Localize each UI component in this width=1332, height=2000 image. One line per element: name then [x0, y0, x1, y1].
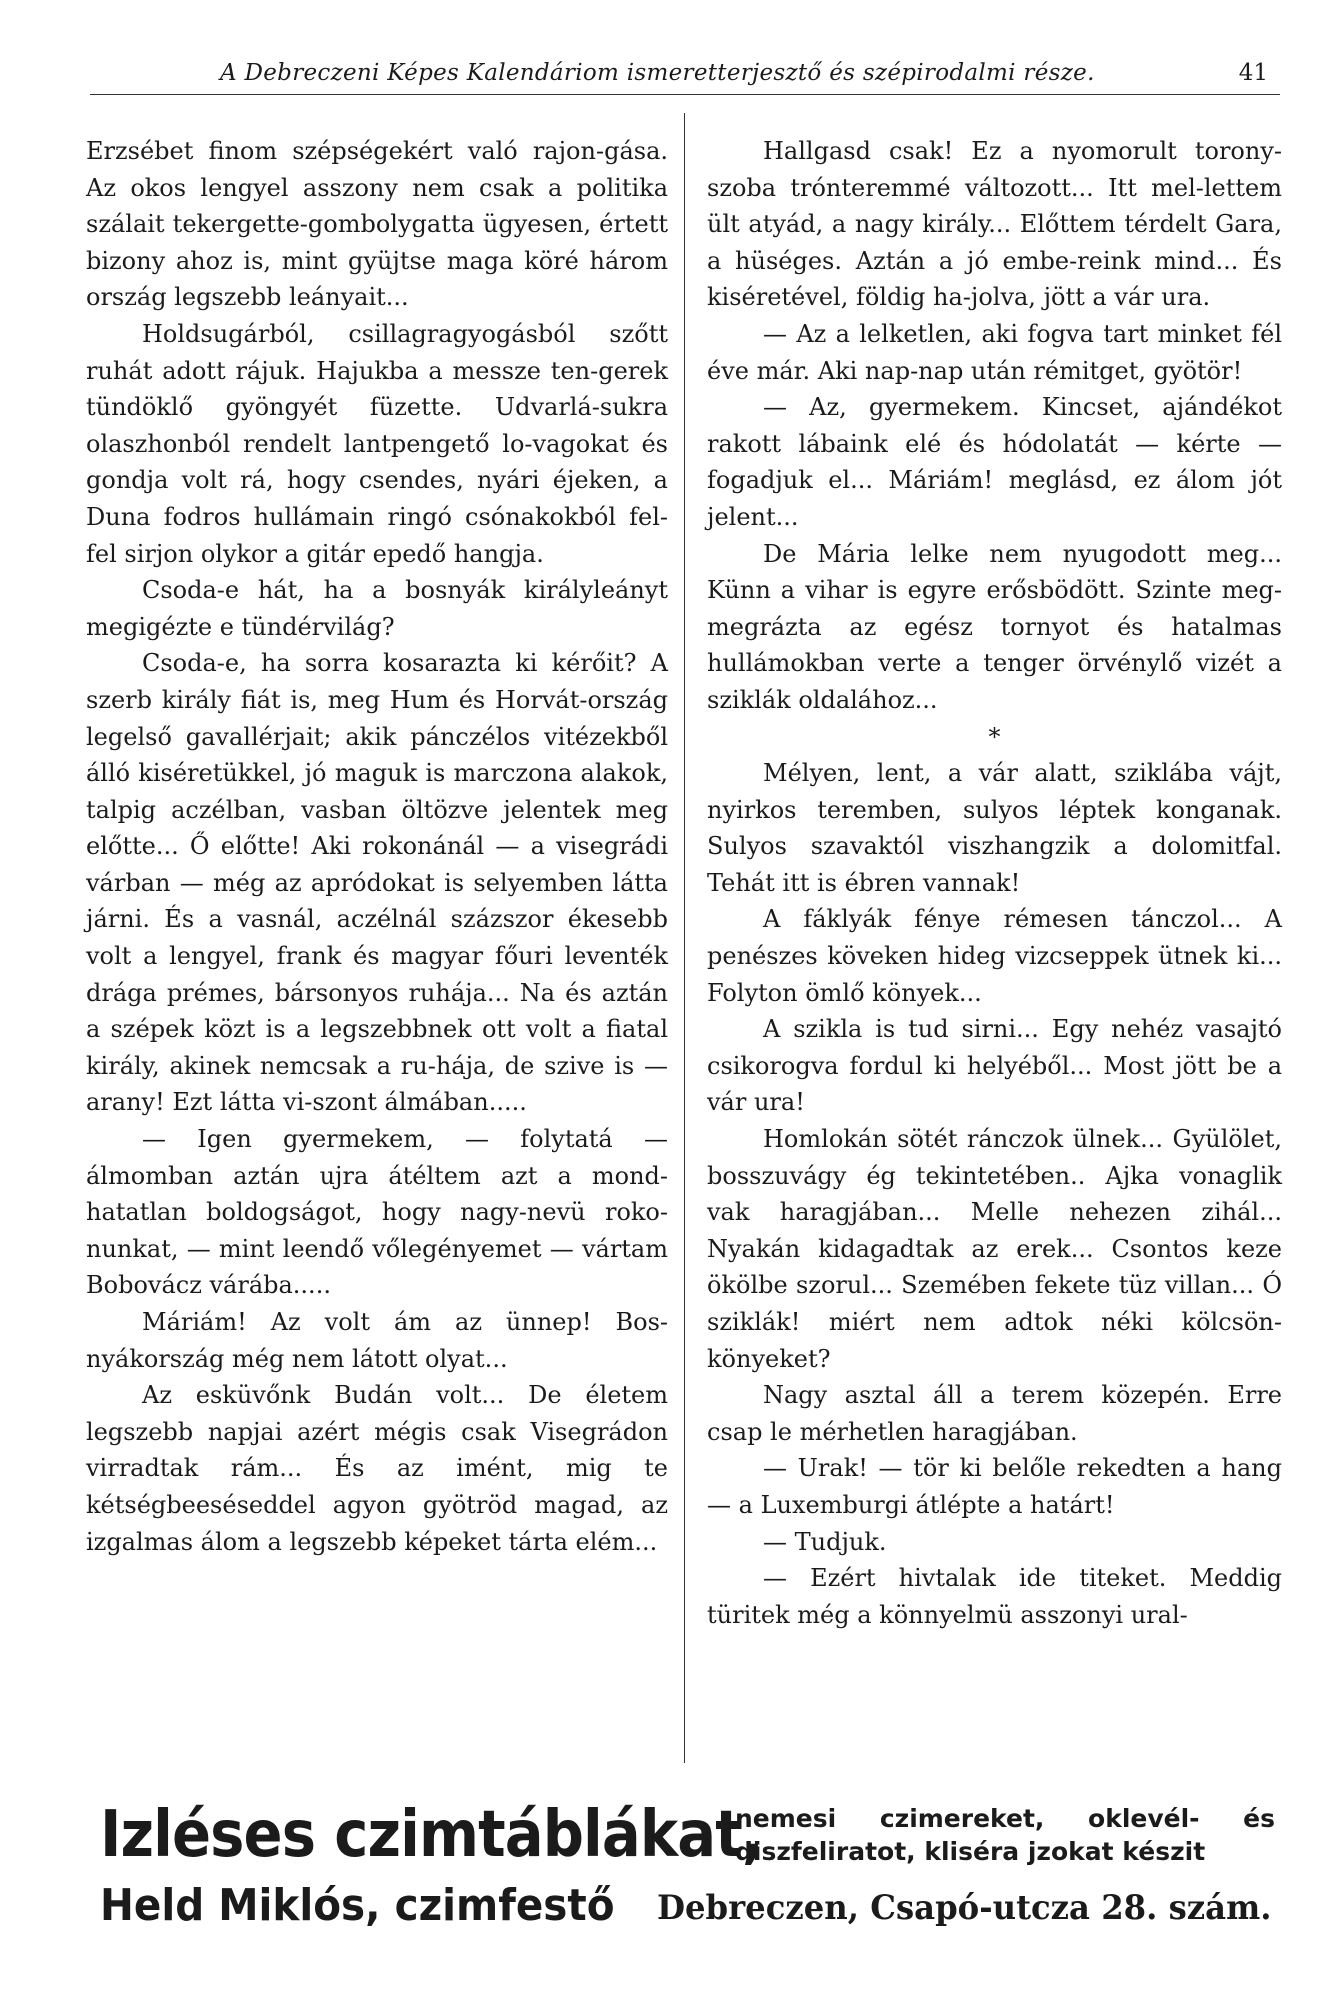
paragraph: Nagy asztal áll a terem közepén. Erre csap le mérhetlen haragjában.: [707, 1381, 1282, 1446]
ad-address: Debreczen, Csapó-utcza 28. szám.: [657, 1888, 1272, 1928]
paragraph: — Az, gyermekem. Kincset, ajándékot rakott lábaink elé és hódolatát — kérte — fogadjuk el... Máriám! meglásd, ez álom jót jelent...: [707, 393, 1282, 531]
paragraph: Csoda-e, ha sorra kosarazta ki kérőit? A szerb király fiát is, meg Hum és Horvát-ország legelső gavallérjait; akik pánczélos vitézekből álló kiséretükkel, jó maguk is marczona alakok, talpig aczélban, vasban öltözve jelentek meg előtte... Ő előtte! Aki rokonánál — a visegrádi várban — még az apródokat is selyemben látta járni. És a vasnál, aczélnál százszor ékesebb volt a lengyel, frank és magyar főuri leventék drága prémes, bársonyos ruhája... Na és aztán a szépek közt is a legszebbnek ott volt a fiatal király, akinek nemcsak a ru-hája, de szive is — arany! Ezt látta vi-szont álmában.....: [86, 649, 668, 1117]
paragraph: Az esküvőnk Budán volt... De életem legszebb napjai azért mégis csak Visegrádon virradtak rám... És az imént, mig te kétségbeeséseddel agyon gyötröd magad, az izgalmas álom a legszebb képeket tárta elém...: [86, 1381, 668, 1556]
left-column: [86, 133, 668, 1560]
paragraph: Homlokán sötét ránczok ülnek... Gyülölet, bosszuvágy ég tekintetében.. Ajka vonaglik vak haragjában... Melle nehezen zihál... Nyakán kidagadtak az erek... Csontos keze ökölbe szorul... Szemében fekete tüz villan... Ó sziklák! miért nem adtok néki kölcsön-könyeket?: [707, 1125, 1282, 1373]
page-number: 41: [1238, 60, 1268, 86]
paragraph: A fáklyák fénye rémesen tánczol... A penészes köveken hideg vizcseppek ütnek ki... Folyton ömlő könyek...: [707, 905, 1282, 1007]
paragraph: *: [988, 722, 1001, 751]
right-column: [707, 133, 1282, 1633]
paragraph: — Igen gyermekem, — folytatá — álmomban aztán ujra átéltem azt a mond-hatatlan boldogságot, hogy nagy-nevü roko-nunkat, — mint leendő vőlegényemet — vártam Bobovácz várába.....: [86, 1125, 668, 1300]
header-title: A Debreczeni Képes Kalendáriom ismeretterjesztő és szépirodalmi része.: [220, 60, 1095, 86]
paragraph: Holdsugárból, csillagragyogásból szőtt ruhát adott rájuk. Hajukba a messze ten-gerek tündöklő gyöngyét füzette. Udvarlá-sukra olaszhonból rendelt lantpengető lo-vagokat és gondja volt rá, hogy csendes, nyári éjeken, a Duna fodros hullámain ringó csónakokból fel-fel sirjon olykor a gitár epedő hangja.: [86, 319, 668, 568]
running-header: [90, 60, 1280, 95]
ad-name: Held Miklós, czimfestő: [100, 1880, 615, 1931]
paragraph: De Mária lelke nem nyugodott meg... Künn a vihar is egyre erősbödött. Szinte meg-megrázta az egész tornyot és hatalmas hullámokban verte a tenger örvénylő vizét a sziklák oldalához...: [707, 539, 1282, 714]
column-divider: [684, 113, 685, 1763]
ad-services: nemesi czimereket, oklevél- és diszfeliratot, kliséra jzokat készit: [735, 1804, 1275, 1866]
paragraph: — Az a lelketlen, aki fogva tart minket fél éve már. Aki nap-nap után rémitget, gyötör!: [707, 319, 1282, 385]
paragraph: Máriám! Az volt ám az ünnep! Bos-nyákország még nem látott olyat...: [86, 1308, 668, 1373]
paragraph: Mélyen, lent, a vár alatt, sziklába vájt, nyirkos teremben, sulyos léptek konganak. Sulyos szavaktól viszhangzik a dolomitfal. Tehát itt is ébren vannak!: [707, 759, 1282, 897]
ad-headline: Izléses czimtáblákat,: [100, 1798, 763, 1872]
paragraph: Csoda-e hát, ha a bosnyák királyleányt megigézte e tündérvilág?: [86, 576, 668, 641]
advertisement: [100, 1798, 1280, 1948]
paragraph: A szikla is tud sirni... Egy nehéz vasajtó csikorogva fordul ki helyéből... Most jött be a vár ura!: [707, 1015, 1282, 1117]
paragraph: — Tudjuk.: [763, 1527, 887, 1556]
paragraph: — Urak! — tör ki belőle rekedten a hang — a Luxemburgi átlépte a határt!: [707, 1454, 1282, 1519]
paragraph: Hallgasd csak! Ez a nyomorult torony-szoba trónteremmé változott... Itt mel-lettem ült atyád, a nagy király... Előttem térdelt Gara, a hüséges. Aztán a jó embe-reink mind... És kiséretével, földig ha-jolva, jött a vár ura.: [707, 137, 1282, 312]
paragraph: — Ezért hivtalak ide titeket. Meddig türitek még a könnyelmü asszonyi ural-: [707, 1564, 1282, 1629]
paragraph: Erzsébet finom szépségekért való rajon-gása. Az okos lengyel asszony nem csak a politika szálait tekergette-gombolygatta ügyesen, értett bizony ahoz is, mint gyüjtse maga köré három ország legszebb leányait...: [86, 137, 668, 312]
